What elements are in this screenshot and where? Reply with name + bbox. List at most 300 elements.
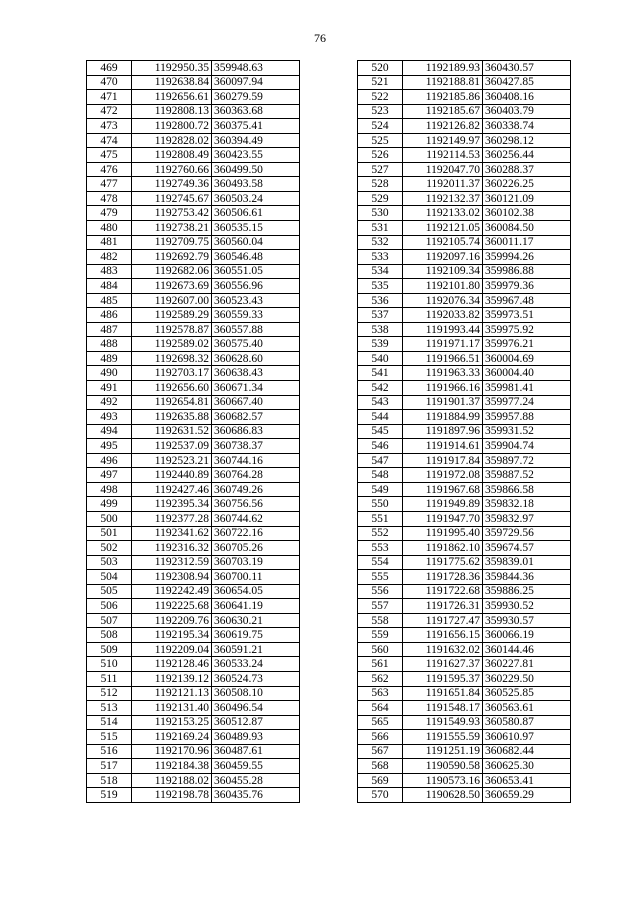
y-coordinate-cell: 360535.15 — [212, 221, 300, 236]
y-coordinate-cell: 359977.24 — [483, 395, 571, 410]
point-number-cell: 481 — [87, 235, 132, 250]
table-row — [358, 424, 571, 439]
point-number-cell: 513 — [87, 701, 132, 716]
y-coordinate-cell: 359832.18 — [483, 497, 571, 512]
table-row — [87, 584, 300, 599]
table-row — [87, 628, 300, 643]
table-row — [87, 613, 300, 628]
point-number-cell: 537 — [358, 308, 403, 323]
x-coordinate-cell: 1192076.34 — [403, 293, 483, 308]
table-row — [87, 730, 300, 745]
table-row — [358, 104, 571, 119]
table-row — [358, 628, 571, 643]
x-coordinate-cell: 1192800.72 — [132, 119, 212, 134]
point-number-cell: 544 — [358, 410, 403, 425]
coordinates-table-right — [357, 60, 571, 803]
x-coordinate-cell: 1191251.19 — [403, 744, 483, 759]
point-number-cell: 522 — [358, 90, 403, 105]
point-number-cell: 474 — [87, 133, 132, 148]
table-row — [358, 61, 571, 76]
table-row — [358, 642, 571, 657]
y-coordinate-cell: 360489.93 — [212, 730, 300, 745]
point-number-cell: 527 — [358, 162, 403, 177]
table-row — [358, 90, 571, 105]
x-coordinate-cell: 1192188.81 — [403, 75, 483, 90]
table-row — [87, 133, 300, 148]
y-coordinate-cell: 360435.76 — [212, 788, 300, 803]
point-number-cell: 556 — [358, 584, 403, 599]
point-number-cell: 538 — [358, 322, 403, 337]
point-number-cell: 529 — [358, 191, 403, 206]
x-coordinate-cell: 1192656.60 — [132, 381, 212, 396]
table-row — [358, 410, 571, 425]
table-row — [358, 308, 571, 323]
table-row — [358, 482, 571, 497]
y-coordinate-cell: 360744.16 — [212, 453, 300, 468]
point-number-cell: 531 — [358, 221, 403, 236]
y-coordinate-cell: 360097.94 — [212, 75, 300, 90]
x-coordinate-cell: 1192682.06 — [132, 264, 212, 279]
point-number-cell: 476 — [87, 162, 132, 177]
point-number-cell: 477 — [87, 177, 132, 192]
y-coordinate-cell: 360557.88 — [212, 322, 300, 337]
table-row — [358, 235, 571, 250]
y-coordinate-cell: 360459.55 — [212, 759, 300, 774]
point-number-cell: 567 — [358, 744, 403, 759]
y-coordinate-cell: 360011.17 — [483, 235, 571, 250]
x-coordinate-cell: 1192133.02 — [403, 206, 483, 221]
y-coordinate-cell: 359948.63 — [212, 61, 300, 76]
table-row — [87, 221, 300, 236]
table-row — [358, 206, 571, 221]
table-row — [358, 133, 571, 148]
table-row — [87, 424, 300, 439]
table-row — [358, 337, 571, 352]
y-coordinate-cell: 360499.50 — [212, 162, 300, 177]
y-coordinate-cell: 360496.54 — [212, 701, 300, 716]
point-number-cell: 561 — [358, 657, 403, 672]
y-coordinate-cell: 360682.44 — [483, 744, 571, 759]
x-coordinate-cell: 1192703.17 — [132, 366, 212, 381]
y-coordinate-cell: 360659.29 — [483, 788, 571, 803]
table-row — [87, 279, 300, 294]
x-coordinate-cell: 1191728.36 — [403, 570, 483, 585]
x-coordinate-cell: 1191914.61 — [403, 439, 483, 454]
x-coordinate-cell: 1192101.80 — [403, 279, 483, 294]
y-coordinate-cell: 360580.87 — [483, 715, 571, 730]
point-number-cell: 498 — [87, 482, 132, 497]
x-coordinate-cell: 1192105.74 — [403, 235, 483, 250]
x-coordinate-cell: 1192673.69 — [132, 279, 212, 294]
point-number-cell: 480 — [87, 221, 132, 236]
point-number-cell: 471 — [87, 90, 132, 105]
point-number-cell: 526 — [358, 148, 403, 163]
x-coordinate-cell: 1192132.37 — [403, 191, 483, 206]
y-coordinate-cell: 360667.40 — [212, 395, 300, 410]
table-row — [358, 322, 571, 337]
table-row — [358, 497, 571, 512]
table-row — [87, 177, 300, 192]
table-row — [87, 104, 300, 119]
table-row — [87, 337, 300, 352]
y-coordinate-cell: 360102.38 — [483, 206, 571, 221]
x-coordinate-cell: 1192121.05 — [403, 221, 483, 236]
y-coordinate-cell: 360338.74 — [483, 119, 571, 134]
y-coordinate-cell: 360686.83 — [212, 424, 300, 439]
y-coordinate-cell: 360084.50 — [483, 221, 571, 236]
table-row — [358, 381, 571, 396]
point-number-cell: 497 — [87, 468, 132, 483]
x-coordinate-cell: 1192341.62 — [132, 526, 212, 541]
x-coordinate-cell: 1192121.13 — [132, 686, 212, 701]
table-row — [358, 468, 571, 483]
point-number-cell: 516 — [87, 744, 132, 759]
point-number-cell: 499 — [87, 497, 132, 512]
table-row — [87, 235, 300, 250]
y-coordinate-cell: 359967.48 — [483, 293, 571, 308]
point-number-cell: 550 — [358, 497, 403, 512]
point-number-cell: 517 — [87, 759, 132, 774]
x-coordinate-cell: 1192139.12 — [132, 671, 212, 686]
point-number-cell: 494 — [87, 424, 132, 439]
table-row — [358, 221, 571, 236]
y-coordinate-cell: 359897.72 — [483, 453, 571, 468]
x-coordinate-cell: 1191901.37 — [403, 395, 483, 410]
y-coordinate-cell: 360394.49 — [212, 133, 300, 148]
table-row — [87, 90, 300, 105]
table-row — [87, 119, 300, 134]
y-coordinate-cell: 359930.57 — [483, 613, 571, 628]
x-coordinate-cell: 1190628.50 — [403, 788, 483, 803]
point-number-cell: 504 — [87, 570, 132, 585]
x-coordinate-cell: 1192654.81 — [132, 395, 212, 410]
x-coordinate-cell: 1192709.75 — [132, 235, 212, 250]
x-coordinate-cell: 1191595.37 — [403, 671, 483, 686]
y-coordinate-cell: 360508.10 — [212, 686, 300, 701]
x-coordinate-cell: 1191963.33 — [403, 366, 483, 381]
y-coordinate-cell: 360628.60 — [212, 351, 300, 366]
point-number-cell: 515 — [87, 730, 132, 745]
x-coordinate-cell: 1191656.15 — [403, 628, 483, 643]
y-coordinate-cell: 359729.56 — [483, 526, 571, 541]
table-row — [358, 293, 571, 308]
point-number-cell: 548 — [358, 468, 403, 483]
y-coordinate-cell: 360610.97 — [483, 730, 571, 745]
point-number-cell: 472 — [87, 104, 132, 119]
x-coordinate-cell: 1192808.49 — [132, 148, 212, 163]
x-coordinate-cell: 1192209.76 — [132, 613, 212, 628]
x-coordinate-cell: 1192188.02 — [132, 773, 212, 788]
point-number-cell: 512 — [87, 686, 132, 701]
x-coordinate-cell: 1192638.84 — [132, 75, 212, 90]
y-coordinate-cell: 359957.88 — [483, 410, 571, 425]
y-coordinate-cell: 360512.87 — [212, 715, 300, 730]
point-number-cell: 524 — [358, 119, 403, 134]
coordinates-table-left — [86, 60, 300, 803]
x-coordinate-cell: 1192184.38 — [132, 759, 212, 774]
y-coordinate-cell: 360630.21 — [212, 613, 300, 628]
x-coordinate-cell: 1192225.68 — [132, 599, 212, 614]
y-coordinate-cell: 360625.30 — [483, 759, 571, 774]
point-number-cell: 557 — [358, 599, 403, 614]
point-number-cell: 500 — [87, 511, 132, 526]
y-coordinate-cell: 360705.26 — [212, 541, 300, 556]
table-row — [358, 511, 571, 526]
table-row — [87, 75, 300, 90]
x-coordinate-cell: 1192114.53 — [403, 148, 483, 163]
table-row — [358, 773, 571, 788]
y-coordinate-cell: 360749.26 — [212, 482, 300, 497]
point-number-cell: 510 — [87, 657, 132, 672]
point-number-cell: 552 — [358, 526, 403, 541]
table-row — [358, 119, 571, 134]
y-coordinate-cell: 360682.57 — [212, 410, 300, 425]
table-row — [87, 511, 300, 526]
x-coordinate-cell: 1192195.34 — [132, 628, 212, 643]
table-row — [87, 642, 300, 657]
table-row — [87, 657, 300, 672]
table-row — [358, 250, 571, 265]
y-coordinate-cell: 360700.11 — [212, 570, 300, 585]
point-number-cell: 511 — [87, 671, 132, 686]
table-row — [358, 744, 571, 759]
x-coordinate-cell: 1192631.52 — [132, 424, 212, 439]
y-coordinate-cell: 360556.96 — [212, 279, 300, 294]
y-coordinate-cell: 360493.58 — [212, 177, 300, 192]
table-row — [87, 555, 300, 570]
x-coordinate-cell: 1192698.32 — [132, 351, 212, 366]
y-coordinate-cell: 360638.43 — [212, 366, 300, 381]
table-row — [87, 773, 300, 788]
table-row — [87, 497, 300, 512]
y-coordinate-cell: 359674.57 — [483, 541, 571, 556]
point-number-cell: 505 — [87, 584, 132, 599]
y-coordinate-cell: 360560.04 — [212, 235, 300, 250]
x-coordinate-cell: 1192189.93 — [403, 61, 483, 76]
x-coordinate-cell: 1192185.86 — [403, 90, 483, 105]
point-number-cell: 492 — [87, 395, 132, 410]
table-row — [358, 148, 571, 163]
x-coordinate-cell: 1192578.87 — [132, 322, 212, 337]
table-row — [358, 264, 571, 279]
x-coordinate-cell: 1191627.37 — [403, 657, 483, 672]
point-number-cell: 549 — [358, 482, 403, 497]
x-coordinate-cell: 1192537.09 — [132, 439, 212, 454]
point-number-cell: 568 — [358, 759, 403, 774]
x-coordinate-cell: 1191947.70 — [403, 511, 483, 526]
x-coordinate-cell: 1192128.46 — [132, 657, 212, 672]
table-row — [87, 381, 300, 396]
x-coordinate-cell: 1191917.84 — [403, 453, 483, 468]
y-coordinate-cell: 360487.61 — [212, 744, 300, 759]
x-coordinate-cell: 1192169.24 — [132, 730, 212, 745]
x-coordinate-cell: 1190590.58 — [403, 759, 483, 774]
table-row — [87, 395, 300, 410]
y-coordinate-cell: 360066.19 — [483, 628, 571, 643]
table-row — [358, 162, 571, 177]
table-row — [87, 570, 300, 585]
x-coordinate-cell: 1192198.78 — [132, 788, 212, 803]
point-number-cell: 542 — [358, 381, 403, 396]
y-coordinate-cell: 359975.92 — [483, 322, 571, 337]
table-row — [87, 541, 300, 556]
point-number-cell: 536 — [358, 293, 403, 308]
point-number-cell: 496 — [87, 453, 132, 468]
y-coordinate-cell: 360703.19 — [212, 555, 300, 570]
point-number-cell: 483 — [87, 264, 132, 279]
table-row — [87, 206, 300, 221]
y-coordinate-cell: 360144.46 — [483, 642, 571, 657]
x-coordinate-cell: 1192011.37 — [403, 177, 483, 192]
point-number-cell: 565 — [358, 715, 403, 730]
table-row — [87, 599, 300, 614]
table-row — [87, 293, 300, 308]
point-number-cell: 478 — [87, 191, 132, 206]
x-coordinate-cell: 1192745.67 — [132, 191, 212, 206]
y-coordinate-cell: 359839.01 — [483, 555, 571, 570]
x-coordinate-cell: 1191897.96 — [403, 424, 483, 439]
y-coordinate-cell: 360227.81 — [483, 657, 571, 672]
x-coordinate-cell: 1192427.46 — [132, 482, 212, 497]
point-number-cell: 554 — [358, 555, 403, 570]
table-row — [358, 555, 571, 570]
point-number-cell: 470 — [87, 75, 132, 90]
table-row — [358, 686, 571, 701]
x-coordinate-cell: 1192242.49 — [132, 584, 212, 599]
table-row — [358, 671, 571, 686]
table-row — [87, 701, 300, 716]
table-row — [87, 191, 300, 206]
y-coordinate-cell: 360004.69 — [483, 351, 571, 366]
table-row — [87, 366, 300, 381]
point-number-cell: 555 — [358, 570, 403, 585]
point-number-cell: 508 — [87, 628, 132, 643]
y-coordinate-cell: 360229.50 — [483, 671, 571, 686]
point-number-cell: 473 — [87, 119, 132, 134]
x-coordinate-cell: 1192738.21 — [132, 221, 212, 236]
point-number-cell: 562 — [358, 671, 403, 686]
table-row — [358, 788, 571, 803]
point-number-cell: 501 — [87, 526, 132, 541]
point-number-cell: 493 — [87, 410, 132, 425]
x-coordinate-cell: 1191555.59 — [403, 730, 483, 745]
x-coordinate-cell: 1192692.79 — [132, 250, 212, 265]
y-coordinate-cell: 360408.16 — [483, 90, 571, 105]
table-row — [87, 410, 300, 425]
table-row — [358, 599, 571, 614]
table-row — [87, 671, 300, 686]
y-coordinate-cell: 360591.21 — [212, 642, 300, 657]
x-coordinate-cell: 1191548.17 — [403, 701, 483, 716]
table-row — [358, 351, 571, 366]
table-row — [87, 468, 300, 483]
x-coordinate-cell: 1190573.16 — [403, 773, 483, 788]
table-row — [358, 177, 571, 192]
x-coordinate-cell: 1192828.02 — [132, 133, 212, 148]
y-coordinate-cell: 360546.48 — [212, 250, 300, 265]
table-row — [87, 526, 300, 541]
y-coordinate-cell: 360619.75 — [212, 628, 300, 643]
point-number-cell: 482 — [87, 250, 132, 265]
point-number-cell: 509 — [87, 642, 132, 657]
y-coordinate-cell: 360756.56 — [212, 497, 300, 512]
x-coordinate-cell: 1191651.84 — [403, 686, 483, 701]
x-coordinate-cell: 1192589.29 — [132, 308, 212, 323]
x-coordinate-cell: 1192749.36 — [132, 177, 212, 192]
x-coordinate-cell: 1192109.34 — [403, 264, 483, 279]
x-coordinate-cell: 1192131.40 — [132, 701, 212, 716]
table-row — [358, 730, 571, 745]
point-number-cell: 541 — [358, 366, 403, 381]
x-coordinate-cell: 1192149.97 — [403, 133, 483, 148]
table-row — [358, 191, 571, 206]
y-coordinate-cell: 359930.52 — [483, 599, 571, 614]
y-coordinate-cell: 360523.43 — [212, 293, 300, 308]
x-coordinate-cell: 1192312.59 — [132, 555, 212, 570]
x-coordinate-cell: 1191995.40 — [403, 526, 483, 541]
x-coordinate-cell: 1192607.00 — [132, 293, 212, 308]
y-coordinate-cell: 360653.41 — [483, 773, 571, 788]
y-coordinate-cell: 359981.41 — [483, 381, 571, 396]
y-coordinate-cell: 360525.85 — [483, 686, 571, 701]
table-row — [87, 322, 300, 337]
table-row — [358, 715, 571, 730]
y-coordinate-cell: 360256.44 — [483, 148, 571, 163]
table-row — [87, 759, 300, 774]
table-row — [358, 439, 571, 454]
x-coordinate-cell: 1192126.82 — [403, 119, 483, 134]
y-coordinate-cell: 359832.97 — [483, 511, 571, 526]
x-coordinate-cell: 1192440.89 — [132, 468, 212, 483]
table-row — [358, 526, 571, 541]
table-row — [358, 613, 571, 628]
point-number-cell: 547 — [358, 453, 403, 468]
y-coordinate-cell: 360375.41 — [212, 119, 300, 134]
y-coordinate-cell: 360455.28 — [212, 773, 300, 788]
x-coordinate-cell: 1192589.02 — [132, 337, 212, 352]
point-number-cell: 553 — [358, 541, 403, 556]
point-number-cell: 507 — [87, 613, 132, 628]
x-coordinate-cell: 1192377.28 — [132, 511, 212, 526]
table-row — [358, 541, 571, 556]
x-coordinate-cell: 1192753.42 — [132, 206, 212, 221]
table-row — [87, 453, 300, 468]
y-coordinate-cell: 359979.36 — [483, 279, 571, 294]
y-coordinate-cell: 360506.61 — [212, 206, 300, 221]
x-coordinate-cell: 1192395.34 — [132, 497, 212, 512]
point-number-cell: 489 — [87, 351, 132, 366]
y-coordinate-cell: 360744.62 — [212, 511, 300, 526]
table-row — [358, 701, 571, 716]
point-number-cell: 539 — [358, 337, 403, 352]
y-coordinate-cell: 360226.25 — [483, 177, 571, 192]
y-coordinate-cell: 360288.37 — [483, 162, 571, 177]
point-number-cell: 546 — [358, 439, 403, 454]
table-row — [358, 366, 571, 381]
point-number-cell: 534 — [358, 264, 403, 279]
table-row — [87, 264, 300, 279]
point-number-cell: 551 — [358, 511, 403, 526]
table-row — [358, 759, 571, 774]
point-number-cell: 566 — [358, 730, 403, 745]
point-number-cell: 532 — [358, 235, 403, 250]
y-coordinate-cell: 360551.05 — [212, 264, 300, 279]
y-coordinate-cell: 360279.59 — [212, 90, 300, 105]
x-coordinate-cell: 1192656.61 — [132, 90, 212, 105]
x-coordinate-cell: 1191993.44 — [403, 322, 483, 337]
point-number-cell: 491 — [87, 381, 132, 396]
point-number-cell: 533 — [358, 250, 403, 265]
